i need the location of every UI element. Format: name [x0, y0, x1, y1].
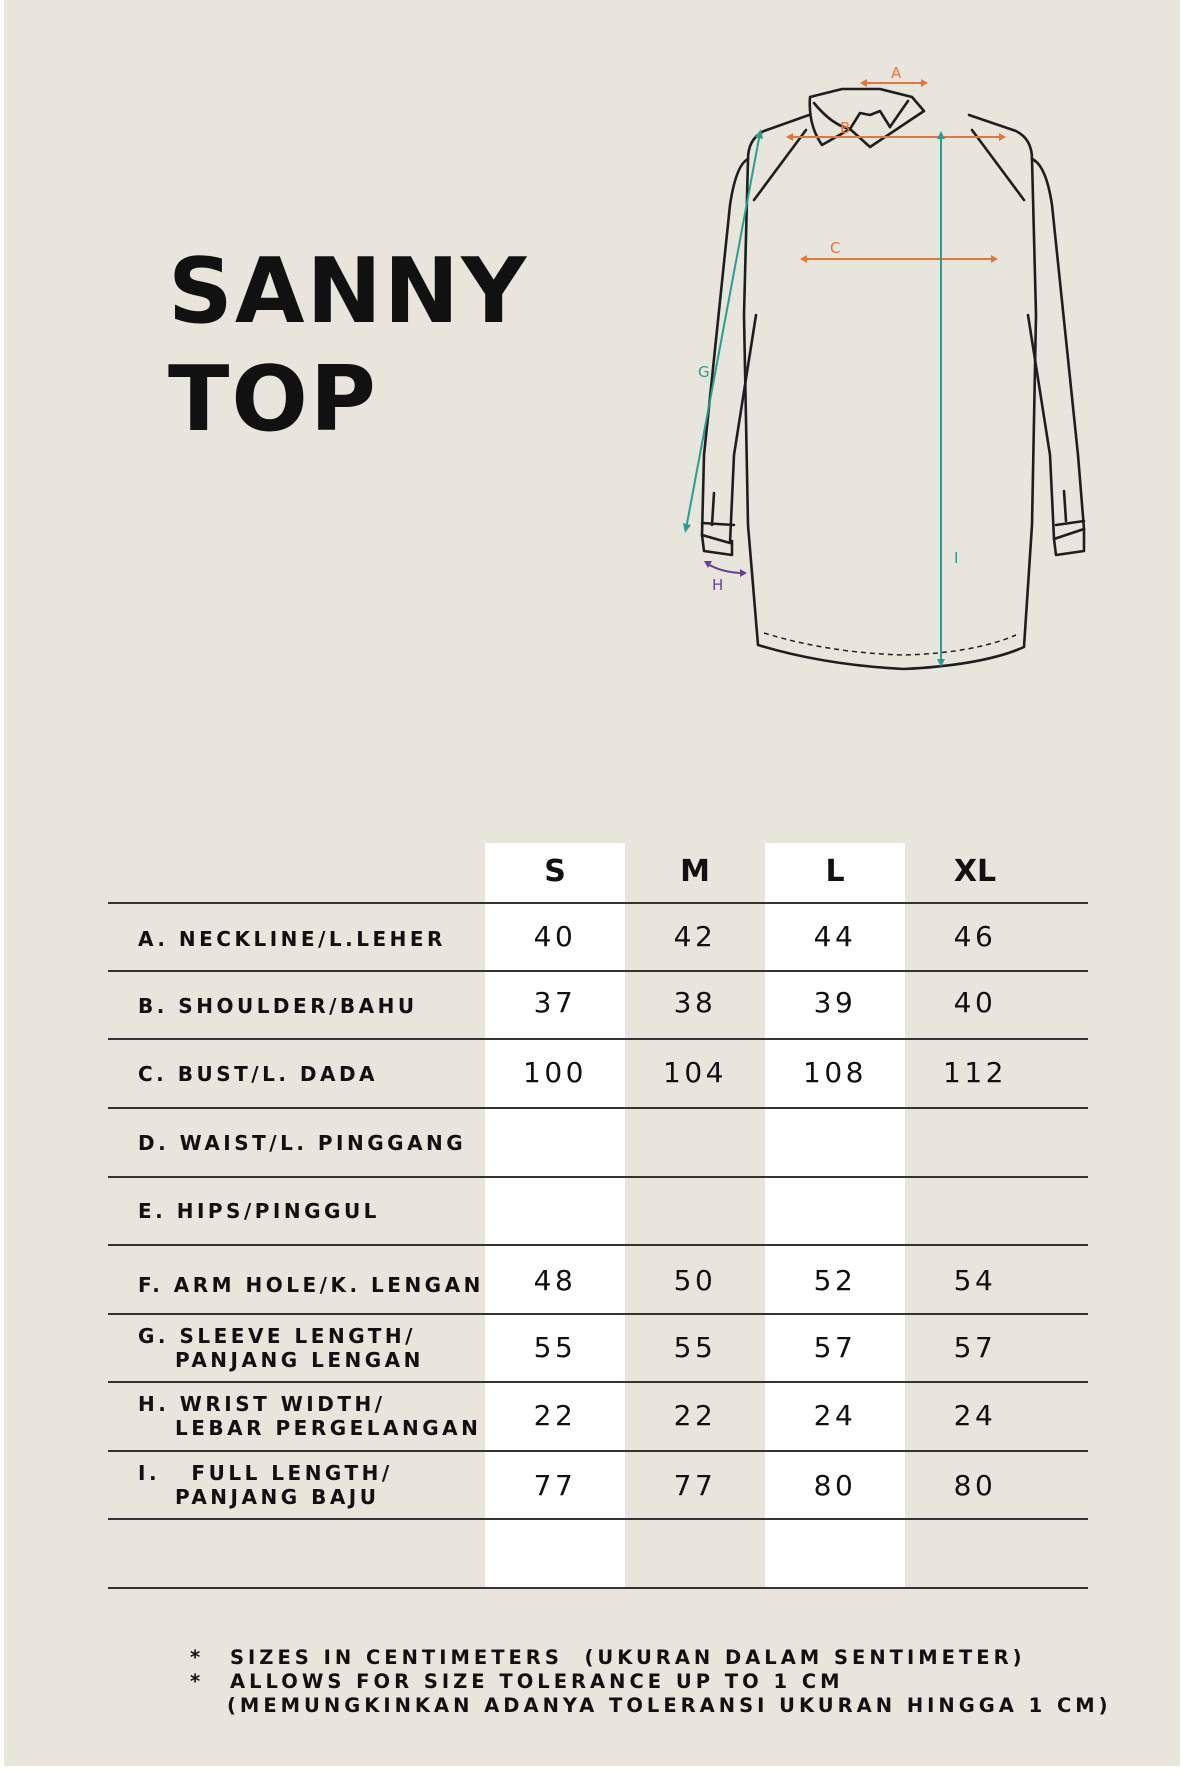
measure-c-label: C [830, 239, 841, 257]
table-rule [108, 902, 1088, 904]
value-l: 108 [803, 1056, 867, 1089]
footnote-bullet: * [190, 1646, 205, 1669]
row-label-line: LEBAR PERGELANGAN [175, 1416, 482, 1440]
row-label [138, 1392, 481, 1440]
footnote-text: SIZES IN CENTIMETERS (UKURAN DALAM SENTIMETER) [230, 1646, 1026, 1669]
measure-a-arrow-right [921, 79, 928, 87]
measure-i-arrow-top [937, 131, 945, 139]
measure-g-arrow-bottom [683, 523, 691, 533]
measure-h-arrow-right [740, 569, 747, 577]
value-s: 37 [533, 986, 577, 1019]
shirt-outline [702, 89, 1084, 669]
row-label-line: PANJANG BAJU [175, 1485, 380, 1509]
value-l: 57 [813, 1331, 857, 1364]
row-label-line: A. NECKLINE/L.LEHER [138, 927, 446, 951]
measure-b-arrow-left [786, 133, 793, 141]
garment-diagram [664, 55, 1104, 685]
row-label [138, 1131, 466, 1155]
table-rule [108, 1107, 1088, 1109]
row-label-line: H. WRIST WIDTH/ [138, 1392, 386, 1416]
row-label [138, 927, 446, 951]
value-s: 22 [533, 1399, 577, 1432]
product-title [168, 238, 528, 454]
footnote-1 [190, 1646, 1112, 1670]
table-rule [108, 1038, 1088, 1040]
value-s: 100 [523, 1056, 587, 1089]
row-label-line: E. HIPS/PINGGUL [138, 1199, 380, 1223]
value-s: 77 [533, 1469, 577, 1502]
measure-b-arrow-right [999, 133, 1006, 141]
measure-h-arrow-left [704, 561, 712, 568]
value-l: 80 [813, 1469, 857, 1502]
table-rule [108, 1313, 1088, 1315]
value-m: 55 [673, 1331, 717, 1364]
table-rule [108, 1450, 1088, 1452]
footnote-2 [190, 1670, 1112, 1694]
measure-b-label: B [840, 119, 851, 137]
size-header-xl: XL [953, 854, 997, 889]
value-m: 38 [673, 986, 717, 1019]
row-label-line: G. SLEEVE LENGTH/ [138, 1324, 416, 1348]
row-label [138, 1062, 378, 1086]
size-header-m: M [680, 854, 710, 889]
value-s: 40 [533, 920, 577, 953]
value-s: 48 [533, 1264, 577, 1297]
row-label-line: D. WAIST/L. PINGGANG [138, 1131, 467, 1155]
row-label [138, 1324, 424, 1372]
product-title-line-2: TOP [168, 347, 378, 452]
value-m: 22 [673, 1399, 717, 1432]
row-label-line: B. SHOULDER/BAHU [138, 994, 418, 1018]
row-label [138, 1461, 393, 1509]
table-rule [108, 1587, 1088, 1589]
row-label-line: C. BUST/L. DADA [138, 1062, 379, 1086]
table-rule [108, 970, 1088, 972]
value-l: 44 [813, 920, 857, 953]
table-rule [108, 1176, 1088, 1178]
value-m: 42 [673, 920, 717, 953]
size-chart-panel [4, 0, 1180, 1766]
value-xl: 57 [953, 1331, 997, 1364]
value-m: 77 [673, 1469, 717, 1502]
value-m: 50 [673, 1264, 717, 1297]
product-title-line-1: SANNY [168, 239, 529, 344]
value-xl: 80 [953, 1469, 997, 1502]
value-s: 55 [533, 1331, 577, 1364]
size-header-l: L [825, 854, 845, 889]
row-label-line: PANJANG LENGAN [175, 1348, 424, 1372]
value-l: 24 [813, 1399, 857, 1432]
table-rule [108, 1244, 1088, 1246]
value-xl: 54 [953, 1264, 997, 1297]
footnote-2-translation: (MEMUNGKINKAN ADANYA TOLERANSI UKURAN HINGGA 1 CM) [227, 1694, 1112, 1717]
footnote-bullet: * [190, 1670, 205, 1693]
measure-c-arrow-left [800, 255, 807, 263]
value-l: 39 [813, 986, 857, 1019]
row-label-line: I. FULL LENGTH/ [138, 1461, 393, 1485]
measure-a-arrow-left [860, 79, 867, 87]
measure-g-label: G [698, 363, 710, 381]
table-rule [108, 1518, 1088, 1520]
measure-c-arrow-right [991, 255, 998, 263]
value-xl: 112 [943, 1056, 1007, 1089]
measure-h-line [706, 563, 744, 573]
footnotes [190, 1646, 1112, 1718]
measure-h-label: H [712, 576, 724, 594]
measure-g-line [686, 133, 760, 529]
value-xl: 40 [953, 986, 997, 1019]
row-label [138, 1273, 484, 1297]
measure-i-label: I [954, 549, 959, 567]
value-xl: 46 [953, 920, 997, 953]
value-m: 104 [663, 1056, 727, 1089]
measure-a-label: A [891, 64, 902, 82]
row-label-line: F. ARM HOLE/K. LENGAN [138, 1273, 484, 1297]
hem-stitch [764, 633, 1016, 655]
size-header-s: S [544, 854, 566, 889]
row-label [138, 994, 418, 1018]
table-rule [108, 1381, 1088, 1383]
value-l: 52 [813, 1264, 857, 1297]
value-xl: 24 [953, 1399, 997, 1432]
row-label [138, 1199, 380, 1223]
footnote-text: ALLOWS FOR SIZE TOLERANCE UP TO 1 CM [230, 1670, 844, 1693]
